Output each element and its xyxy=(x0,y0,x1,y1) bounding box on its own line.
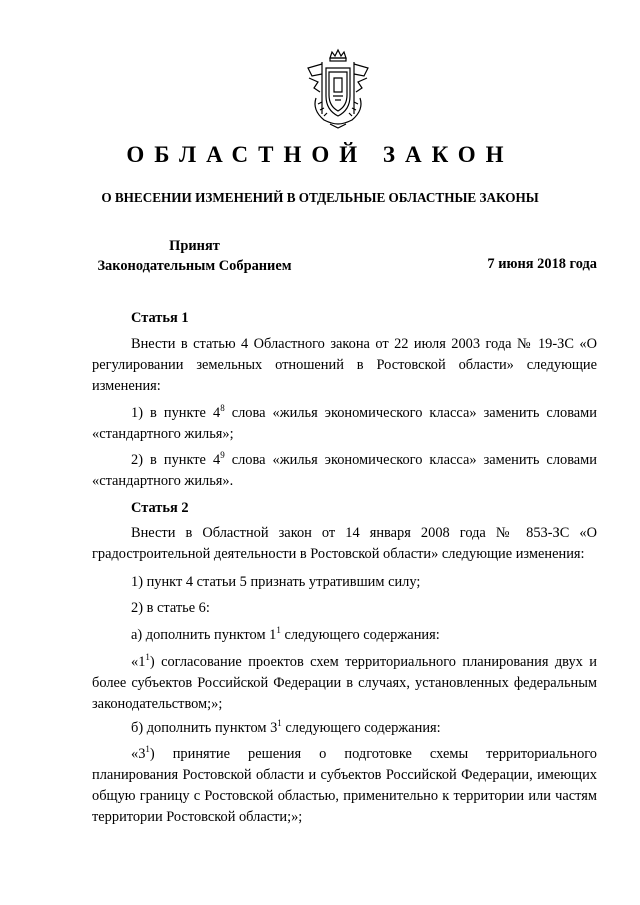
article-2-item-2: 2) в статье 6: xyxy=(131,600,210,616)
article-2-quote-a: «$1^1$) согласование проектов схем территориального планирования двух и более субъектов Российской Федерации в случаях, установленных федеральным законодательством;»; xyxy=(92,652,597,712)
adopted-by xyxy=(92,236,297,276)
article-1-item-2: 2) в пункте $4^9$ слова «жилья экономического класса» заменить словами «стандартного жилья». xyxy=(92,450,597,489)
adopted-label: Принят xyxy=(169,238,220,254)
article-2-item-a: а) дополнить пунктом $1^1$ следующего содержания: xyxy=(131,625,440,643)
article-2-intro: Внести в Областной закон от 14 января 2008 года № 853-ЗС «О градостроительной деятельности в Ростовской области» следующие изменения: xyxy=(92,525,597,562)
article-2-quote-b: «$3^1$) принятие решения о подготовке схемы территориального планирования Ростовской области и субъектов Российской Федерации, имеющих общую границу с Ростовской областью, применительно к территории или частям территории Ростовской области;»; xyxy=(92,744,597,825)
article-1-heading: Статья 1 xyxy=(131,310,189,326)
article-2-heading: Статья 2 xyxy=(131,500,189,516)
coat-of-arms-emblem xyxy=(300,48,376,130)
law-subtitle: О ВНЕСЕНИИ ИЗМЕНЕНИЙ В ОТДЕЛЬНЫЕ ОБЛАСТНЫЕ ЗАКОНЫ xyxy=(101,190,539,205)
adopted-body: Законодательным Собранием xyxy=(97,258,292,274)
article-1-intro: Внести в статью 4 Областного закона от 22 июля 2003 года № 19-ЗС «О регулировании земельных отношений в Ростовской области» следующие изменения: xyxy=(92,336,597,394)
adoption-date: 7 июня 2018 года xyxy=(487,256,597,272)
article-2-item-b: б) дополнить пунктом $3^1$ следующего содержания: xyxy=(131,718,441,736)
article-1-item-1: 1) в пункте $4^8$ слова «жилья экономического класса» заменить словами «стандартного жилья»; xyxy=(92,403,597,442)
article-2-item-1: 1) пункт 4 статьи 5 признать утратившим силу; xyxy=(131,574,421,590)
law-title: ОБЛАСТНОЙ ЗАКОН xyxy=(126,142,514,167)
